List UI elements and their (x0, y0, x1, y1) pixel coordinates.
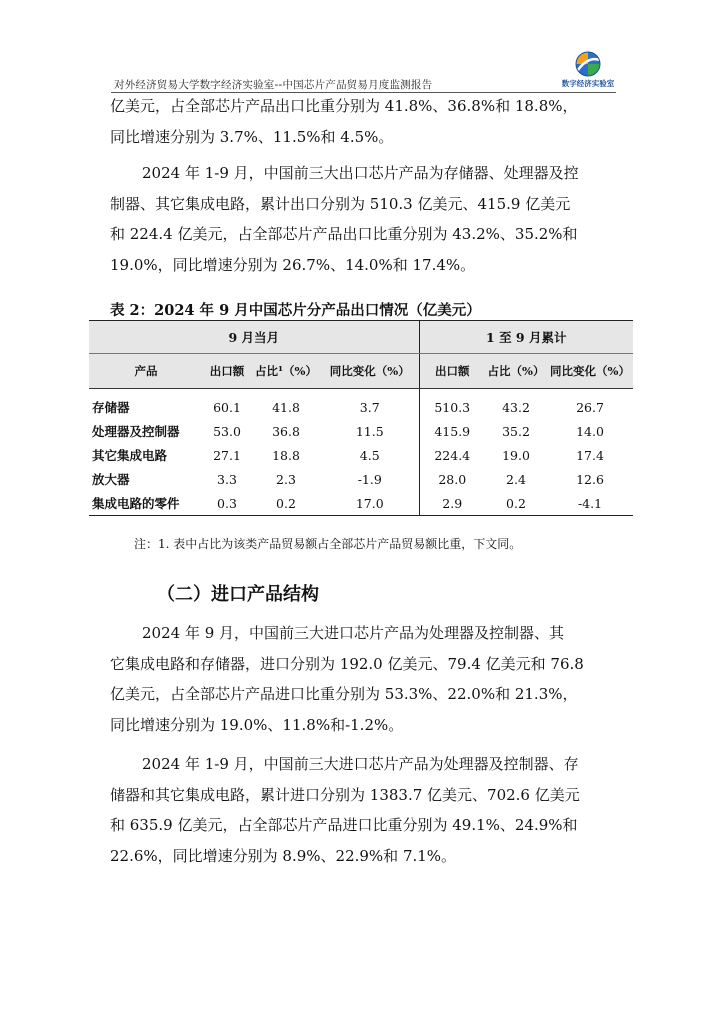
cell-product: 集成电路的零件 (89, 491, 203, 516)
cell: 12.6 (576, 471, 604, 487)
text-line: 制器、其它集成电路，累计出口分别为 510.3 亿美元、415.9 亿美元 (110, 194, 571, 213)
text-line: 储器和其它集成电路，累计进口分别为 1383.7 亿美元、702.6 亿美元 (110, 785, 580, 804)
text-line: 亿美元，占全部芯片产品出口比重分别为 41.8%、36.8%和 18.8%， (110, 97, 578, 115)
cell-product: 处理器及控制器 (92, 424, 180, 439)
logo-text: 数字经济实验室 (561, 79, 615, 88)
col-header-yoy: 同比变化（%） (321, 354, 419, 389)
cell: 3.7 (359, 399, 380, 415)
cell: -4.1 (547, 491, 633, 516)
table-column-header-row (89, 354, 633, 389)
cell: 35.2 (502, 423, 530, 439)
paragraph-export-ytd (110, 158, 620, 280)
cell: 224.4 (419, 443, 485, 467)
cell: 415.9 (419, 419, 485, 443)
section-heading-import-structure: （二）进口产品结构 (157, 584, 319, 605)
table-caption: 表 2：2024 年 9 月中国芯片分产品出口情况（亿美元） (110, 302, 481, 319)
col-header-export: 出口额 (203, 354, 251, 389)
text-line: 和 224.4 亿美元，占全部芯片产品出口比重分别为 43.2%、35.2%和 (110, 225, 578, 243)
cell: 4.5 (359, 447, 380, 463)
text-line: 同比增速分别为 3.7%、11.5%和 4.5%。 (110, 127, 394, 146)
cell-product: 其它集成电路 (92, 448, 168, 463)
cell: 60.1 (213, 399, 241, 415)
table-row (89, 467, 633, 491)
group-header-ytd: 1 至 9 月累计 (419, 321, 633, 354)
text-line: 19.0%，同比增速分别为 26.7%、14.0%和 17.4%。 (110, 255, 476, 274)
paragraph-import-ytd (110, 749, 620, 871)
cell: 43.2 (502, 399, 530, 415)
cell: 0.2 (251, 491, 321, 516)
table-row (89, 419, 633, 443)
cell: 2.4 (506, 471, 526, 487)
cell: 14.0 (576, 423, 604, 439)
cell: 19.0 (502, 447, 530, 463)
header-title: 对外经济贸易大学数字经济实验室--中国芯片产品贸易月度监测报告 (114, 79, 433, 91)
text-line: 2024 年 1-9 月，中国前三大进口芯片产品为处理器及控制器、存 (142, 755, 579, 773)
col-header-yoy-ytd: 同比变化（%） (547, 354, 633, 389)
cell: 27.1 (213, 447, 241, 463)
cell: 53.0 (213, 423, 241, 439)
lab-logo (560, 50, 616, 92)
cell: 0.3 (203, 491, 251, 516)
cell: 2.3 (276, 471, 296, 487)
cell: 510.3 (419, 389, 485, 420)
cell: 11.5 (355, 423, 384, 439)
table-footnote: 注：1. 表中占比为该类产品贸易额占全部芯片产品贸易额比重，下文同。 (134, 537, 522, 551)
text-line: 和 635.9 亿美元，占全部芯片产品进口比重分别为 49.1%、24.9%和 (110, 816, 578, 834)
cell: 41.8 (272, 399, 300, 415)
cell: 36.8 (272, 423, 300, 439)
group-header-sept: 9 月当月 (89, 321, 419, 354)
text-line: 它集成电路和存储器，进口分别为 192.0 亿美元、79.4 亿美元和 76.8 (110, 654, 584, 673)
text-line: 2024 年 1-9 月，中国前三大出口芯片产品为存储器、处理器及控 (142, 164, 579, 182)
paragraph-export-sept-cont (110, 91, 620, 152)
export-by-product-table (89, 320, 633, 516)
cell: 18.8 (272, 447, 300, 463)
col-header-export-ytd: 出口额 (419, 354, 485, 389)
col-header-share-ytd: 占比（%） (485, 354, 547, 389)
paragraph-import-sept (110, 618, 620, 740)
text-line: 同比增速分别为 19.0%、11.8%和-1.2%。 (110, 715, 404, 734)
col-header-share: 占比¹（%） (251, 354, 321, 389)
text-line: 亿美元，占全部芯片产品进口比重分别为 53.3%、22.0%和 21.3%， (110, 685, 578, 703)
text-line: 22.6%，同比增速分别为 8.9%、22.9%和 7.1%。 (110, 846, 457, 865)
cell: 26.7 (576, 399, 604, 415)
cell: -1.9 (357, 471, 382, 487)
table-row (89, 491, 633, 516)
cell-product: 存储器 (92, 400, 130, 415)
cell: 2.9 (419, 491, 485, 516)
table-row (89, 389, 633, 420)
cell: 17.0 (321, 491, 419, 516)
cell: 0.2 (485, 491, 547, 516)
table-group-header-row (89, 321, 633, 354)
text-line: 2024 年 9 月，中国前三大进口芯片产品为处理器及控制器、其 (142, 624, 565, 642)
cell: 17.4 (576, 447, 604, 463)
cell: 3.3 (217, 471, 237, 487)
cell-product: 放大器 (92, 472, 130, 487)
table-row (89, 443, 633, 467)
cell: 28.0 (419, 467, 485, 491)
col-header-product: 产品 (89, 354, 203, 389)
globe-icon (560, 50, 616, 80)
